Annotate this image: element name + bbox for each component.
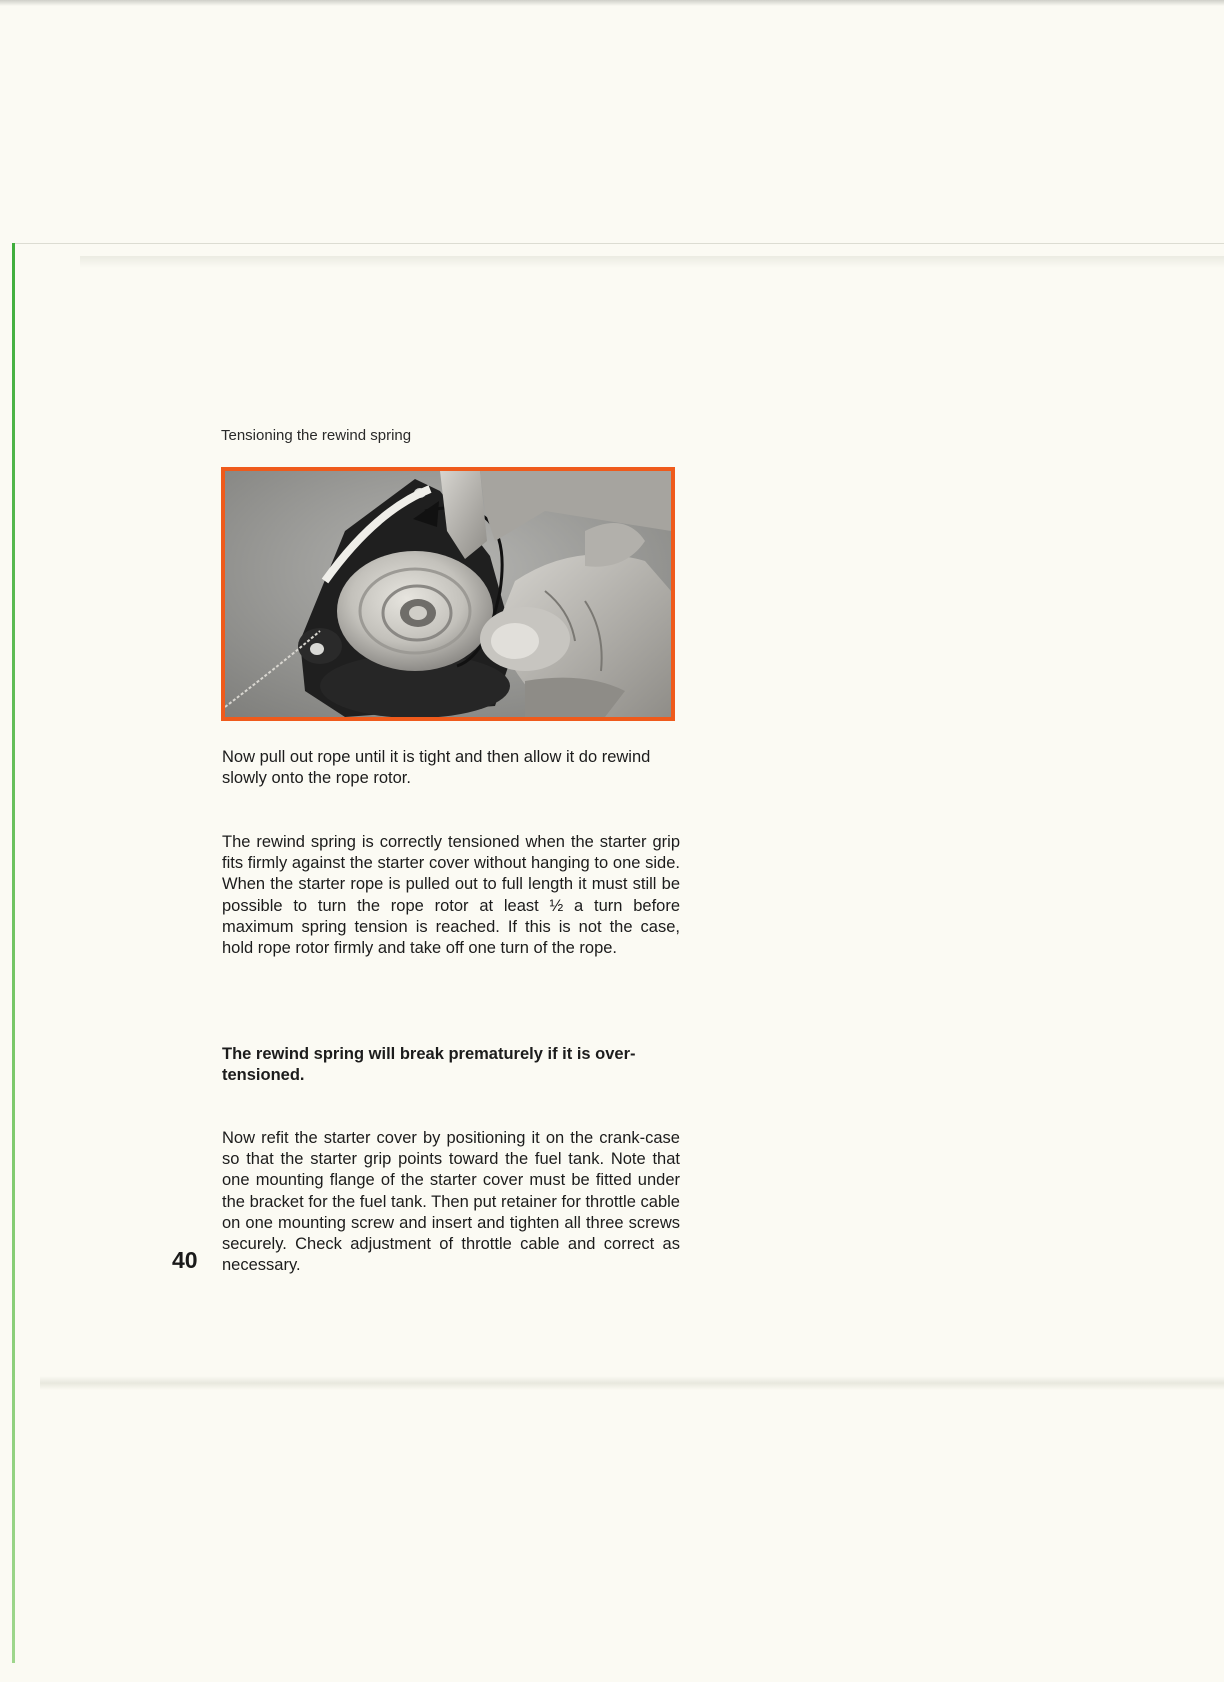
page-number: 40: [172, 1247, 198, 1273]
sheet-edge-shadow: [80, 256, 1224, 268]
paragraph-pull-rope: Now pull out rope until it is tight and then allow it do rewind slowly onto the rope rotor.: [222, 748, 651, 788]
scan-top-shadow: [0, 0, 1224, 6]
starter-photo: [221, 467, 675, 721]
warning-overtension: The rewind spring will break prematurely if it is over-tensioned.: [222, 1045, 636, 1085]
figure-caption: Tensioning the rewind spring: [221, 427, 412, 444]
sheet-bottom-edge: [40, 1376, 1224, 1390]
paragraph-refit-cover: Now refit the starter cover by positioning it on the crank-case so that the starter grip points toward the fuel tank. Note that one mounting flange of the starter cover must be fitted under the bracket for the fuel tank. Then put retainer for throttle cable on one mounting screw and insert and tighten all three screws securely. Check adjustment of throttle cable and correct as necessary.: [222, 1129, 680, 1275]
page-sheet: [14, 243, 1224, 1682]
green-page-edge: [12, 243, 15, 1663]
paragraph-spring-tension: The rewind spring is correctly tensioned when the starter grip fits firmly against the starter cover without hanging to one side. When the starter rope is pulled out to full length it must still be possible to turn the rope rotor at least ½ a turn before maximum spring tension is reached. If this is not the case, hold rope rotor firmly and take off one turn of the rope.: [222, 833, 680, 958]
starter-rope-rotor-photo-icon: [225, 471, 671, 717]
